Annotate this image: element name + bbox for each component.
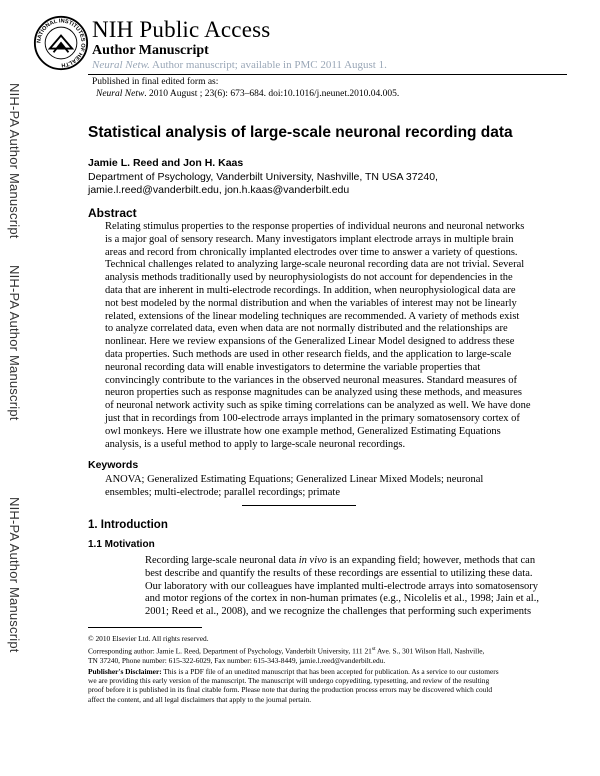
article-authors: Jamie L. Reed and Jon H. Kaas (88, 157, 244, 169)
abstract-line: not best modeled by the normal distribution and when the variables of interest may not be linearly (105, 297, 517, 309)
sidebar-label: NIH-PA Author Manuscript (7, 497, 22, 653)
abstract-line: analysis methods traditionally used by neurophysiologists do not account for dependencies in the (105, 272, 513, 284)
abstract-line: convincingly contribute to the variances in the observed neuronal measures. Standard measures of (105, 374, 517, 386)
abstract-line: Technical challenges related to analyzing large-scale neuronal recording data are not trivial. Several (105, 259, 525, 271)
abstract-line: Relating stimulus properties to the response properties of individual neurons and neuronal networks (105, 221, 525, 232)
availability-text: Author manuscript; available in PMC 2011 August 1. (149, 59, 387, 71)
logo-ring-text: NATIONAL INSTITUTES OF HEALTH (36, 18, 86, 68)
disclaimer-text: This is a PDF file of an unedited manuscript that has been accepted for publication. As a service to our customers (161, 667, 499, 676)
abstract-line: to analyze correlated data, even when data are not normally distributed and the relationships are (105, 323, 508, 335)
corresponding-author-note (88, 645, 528, 665)
abstract-line: areas and record from chronically implanted electrodes over time to answer a variety of questions. (105, 246, 518, 258)
abstract-line: related, extensions of the linear modeling techniques are recommended. A variety of methods exist (105, 310, 520, 322)
motivation-text: Recording large-scale neuronal data (145, 555, 299, 566)
copyright-note: © 2010 Elsevier Ltd. All rights reserved. (88, 634, 209, 643)
introduction-heading: 1. Introduction (88, 519, 168, 531)
keywords-body (105, 474, 505, 500)
sidebar-label: NIH-PA Author Manuscript (7, 265, 22, 421)
corr-text: Corresponding author: Jamie L. Reed, Department of Psychology, Vanderbilt University, 111 21 (88, 646, 372, 656)
citation-details: . 2010 August ; 23(6): 673–684. doi:10.1016/j.neunet.2010.04.005. (144, 89, 400, 99)
motivation-line: Our laboratory with our colleagues have implanted multi-electrode arrays into somatosensory (145, 580, 539, 592)
disclaimer-line: proof before it is published in its final citable form. Please note that during the production process errors may be discovered which could (88, 685, 493, 695)
keywords-heading: Keywords (88, 459, 139, 471)
abstract-line: just that in recordings from 100-electrode arrays implanted in the primary somatosensory cortex of (105, 412, 520, 424)
published-label: Published in final edited form as: (92, 77, 219, 87)
corr-line: TN 37240, Phone number: 615-322-6029, Fax number: 615-343-8449, jamie.l.reed@vanderbilt.edu. (88, 655, 386, 665)
article-affiliation: Department of Psychology, Vanderbilt University, Nashville, TN USA 37240, (88, 171, 438, 183)
motivation-line: best describe and quantify the results of these recordings are essential to utilizing these data. (145, 567, 533, 579)
article-emails: jamie.l.reed@vanderbilt.edu, jon.h.kaas@vanderbilt.edu (88, 184, 350, 196)
footnote-rule (88, 627, 202, 628)
section-divider (242, 505, 356, 506)
citation (96, 89, 399, 99)
abstract-line: neuron properties such as response magnitudes can be analyzed using these methods, and measures (105, 387, 522, 399)
availability-journal: Neural Netw. (92, 59, 150, 71)
motivation-line: and motor regions of the cortex in non-human primates (e.g., Nicolelis et al., 1998; Jain et al., (145, 593, 539, 605)
motivation-line: 2001; Reed et al., 2008), and we recognize the challenges that performing such experiments (145, 606, 532, 618)
keywords-line: ANOVA; Generalized Estimating Equations; Generalized Linear Mixed Models; neuronal (105, 474, 484, 485)
motivation-text: is an expanding field; however, methods that can (327, 555, 536, 566)
nih-logo (33, 15, 89, 71)
abstract-line: analysis, is a useful method to apply to large-scale neuronal recordings. (105, 438, 406, 450)
publisher-disclaimer (88, 667, 528, 704)
sidebar-label: NIH-PA Author Manuscript (7, 83, 22, 239)
corr-line (88, 645, 528, 656)
disclaimer-label: Publisher's Disclaimer: (88, 667, 162, 676)
header-subtitle: Author Manuscript (92, 43, 209, 58)
disclaimer-line: we are providing this early version of the manuscript. The manuscript will undergo copyediting, typesetting, and review of the resulting (88, 676, 490, 686)
citation-journal: Neural Netw (96, 89, 145, 99)
abstract-line: of neuronal network activity such as spike timing correlations can be analyzed as well. We have done (105, 400, 531, 412)
motivation-body (145, 555, 539, 619)
motivation-line (145, 555, 536, 568)
abstract-line: is a major goal of sensory research. Many investigators implant electrode arrays in multiple brain (105, 233, 514, 245)
article-title: Statistical analysis of large-scale neuronal recording data (88, 124, 513, 141)
abstract-line: data that are inherent in multi-electrode recordings. In addition, when neurophysiological data are (105, 284, 516, 296)
corr-sup: st (371, 646, 376, 652)
abstract-line: data properties. Such methods are used in other research fields, and the application to large-scale (105, 348, 512, 360)
corr-text: Ave. S., 301 Wilson Hall, Nashville, (375, 646, 485, 656)
availability-note (92, 59, 387, 71)
abstract-body (105, 221, 531, 451)
abstract-line: neuronal recording data will enable investigators to determine the variable properties that (105, 361, 481, 373)
header-rule (88, 74, 567, 75)
abstract-heading: Abstract (88, 206, 137, 220)
motivation-italic: in vivo (298, 555, 328, 566)
abstract-line: owl monkeys. Here we illustrate how one example method, Generalized Estimating Equations (105, 425, 501, 437)
header-title: NIH Public Access (92, 17, 271, 42)
keywords-line: ensembles; multi-electrode; parallel recordings; primate (105, 486, 340, 498)
abstract-line: nonlinear. Here we review expansions of the Generalized Linear Model designed to address these (105, 336, 515, 348)
disclaimer-line (88, 667, 528, 676)
disclaimer-line: affect the content, and all legal disclaimers that apply to the journal pertain. (88, 694, 312, 704)
motivation-heading: 1.1 Motivation (88, 539, 155, 550)
